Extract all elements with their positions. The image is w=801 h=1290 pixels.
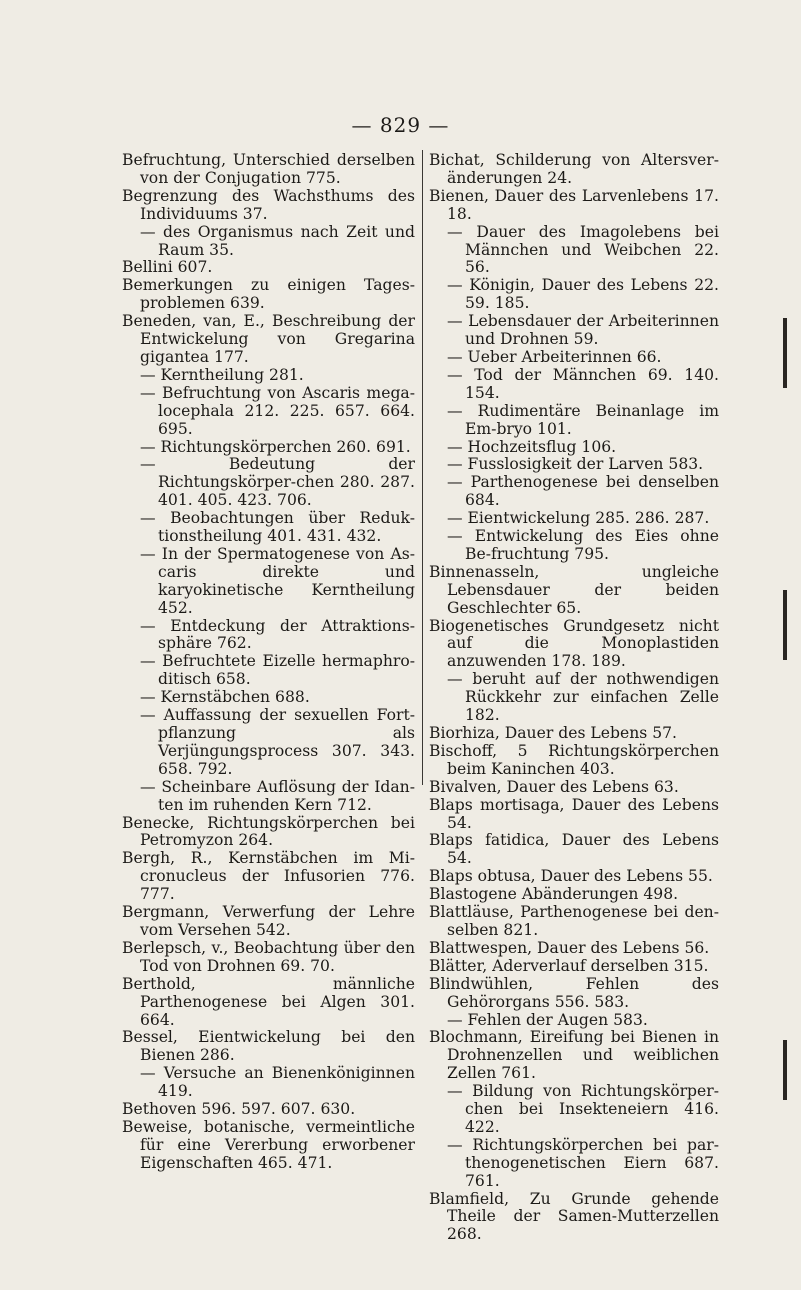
index-subentry: — Fusslosigkeit der Larven 583. bbox=[447, 455, 704, 474]
index-subentry: — In der Spermatogenese von As-caris direkte und karyokinetische Kerntheilung 452. bbox=[140, 544, 415, 617]
index-entry: Benecke, Richtungskörperchen bei Petromyzon 264. bbox=[122, 813, 415, 850]
index-subentry: — Fehlen der Augen 583. bbox=[447, 1010, 648, 1029]
index-entry: Blochmann, Eireifung bei Bienen in Drohnenzellen und weiblichen Zellen 761. bbox=[429, 1028, 719, 1083]
index-subentry: — Entwickelung des Eies ohne Be-fruchtung 795. bbox=[447, 527, 719, 563]
index-subentry: — Beobachtungen über Reduk-tionstheilung 401. 431. 432. bbox=[140, 509, 415, 546]
index-subentry: — Eientwickelung 285. 286. 287. bbox=[447, 509, 710, 528]
index-subentry: — Auffassung der sexuellen Fort-pflanzung als Verjüngungsprocess 307. 343. 658. 792. bbox=[140, 706, 415, 778]
index-column-left bbox=[122, 152, 415, 1173]
page-number: — 829 — bbox=[351, 113, 450, 137]
index-subentry: — Kernstäbchen 688. bbox=[140, 688, 310, 707]
index-subentry: — des Organismus nach Zeit und Raum 35. bbox=[140, 222, 415, 259]
index-entry: Bergh, R., Kernstäbchen im Mi-cronucleus der Infusorien 776. 777. bbox=[122, 849, 415, 904]
index-entry: Begrenzung des Wachsthums des Individuums 37. bbox=[122, 186, 415, 223]
index-entry: Blätter, Aderverlauf derselben 315. bbox=[429, 956, 709, 975]
index-entry: Blattläuse, Parthenogenese bei den-selben 821. bbox=[429, 903, 719, 939]
index-entry: Biogenetisches Grundgesetz nicht auf die Monoplastiden anzuwenden 178. 189. bbox=[429, 616, 719, 671]
index-entry: Blaps obtusa, Dauer des Lebens 55. bbox=[429, 867, 713, 886]
index-subentry: — Versuche an Bienenköniginnen 419. bbox=[140, 1064, 415, 1101]
index-subentry: — Befruchtete Eizelle hermaphro-ditisch 658. bbox=[140, 652, 415, 689]
index-entry: Blaps mortisaga, Dauer des Lebens 54. bbox=[429, 795, 719, 832]
index-entry: Bemerkungen zu einigen Tages-problemen 639. bbox=[122, 276, 415, 313]
index-subentry: — Scheinbare Auflösung der Idan-ten im ruhenden Kern 712. bbox=[140, 777, 415, 814]
index-entry: Binnenasseln, ungleiche Lebensdauer der beiden Geschlechter 65. bbox=[429, 562, 719, 617]
index-entry: Blastogene Abänderungen 498. bbox=[429, 885, 679, 904]
index-subentry: — Rudimentäre Beinanlage im Em-bryo 101. bbox=[447, 401, 719, 438]
index-entry: Bischoff, 5 Richtungskörperchen beim Kaninchen 403. bbox=[429, 741, 719, 778]
index-subentry: — Bedeutung der Richtungskörper-chen 280. 287. 401. 405. 423. 706. bbox=[140, 455, 415, 510]
index-entry: Bellini 607. bbox=[122, 258, 213, 277]
index-entry: Bienen, Dauer des Larvenlebens 17. 18. bbox=[429, 186, 719, 223]
index-entry: Berlepsch, v., Beobachtung über den Tod von Drohnen 69. 70. bbox=[122, 938, 415, 975]
index-entry: Bichat, Schilderung von Altersver-änderungen 24. bbox=[429, 151, 719, 187]
index-subentry: — Ueber Arbeiterinnen 66. bbox=[447, 347, 662, 366]
binding-edge-mark bbox=[783, 1040, 787, 1100]
index-entry: Beneden, van, E., Beschreibung der Entwickelung von Gregarina gigantea 177. bbox=[122, 312, 415, 366]
index-subentry: — Kerntheilung 281. bbox=[140, 365, 304, 384]
index-subentry: — Entdeckung der Attraktions-sphäre 762. bbox=[140, 616, 415, 653]
index-entry: Blattwespen, Dauer des Lebens 56. bbox=[429, 938, 710, 957]
index-entry: Berthold, männliche Parthenogenese bei Algen 301. 664. bbox=[122, 974, 415, 1029]
index-entry: Blindwühlen, Fehlen des Gehörorgans 556. 583. bbox=[429, 974, 719, 1011]
index-entry: Blamfield, Zu Grunde gehende Theile der Samen-Mutterzellen 268. bbox=[429, 1189, 719, 1244]
column-divider bbox=[422, 150, 423, 785]
index-entry: Beweise, botanische, vermeintliche für eine Vererbung erworbener Eigenschaften 465. 471. bbox=[122, 1117, 415, 1172]
index-subentry: — Lebensdauer der Arbeiterinnen und Drohnen 59. bbox=[447, 312, 719, 349]
index-entry: Bessel, Eientwickelung bei den Bienen 286. bbox=[122, 1028, 415, 1065]
index-subentry: — Befruchtung von Ascaris mega-locephala 212. 225. 657. 664. 695. bbox=[140, 383, 415, 438]
index-subentry: — Richtungskörperchen bei par-thenogenetischen Eiern 687. 761. bbox=[447, 1135, 719, 1190]
index-subentry: — Parthenogenese bei denselben 684. bbox=[447, 473, 719, 510]
index-subentry: — Königin, Dauer des Lebens 22. 59. 185. bbox=[447, 276, 719, 313]
index-subentry: — Hochzeitsflug 106. bbox=[447, 437, 617, 456]
index-subentry: — Tod der Männchen 69. 140. 154. bbox=[447, 365, 719, 402]
index-entry: Blaps fatidica, Dauer des Lebens 54. bbox=[429, 831, 719, 868]
index-entry: Befruchtung, Unterschied derselben von der Conjugation 775. bbox=[122, 151, 415, 187]
binding-edge-mark bbox=[783, 590, 787, 660]
index-entry: Bivalven, Dauer des Lebens 63. bbox=[429, 777, 679, 796]
index-entry: Bethoven 596. 597. 607. 630. bbox=[122, 1100, 356, 1119]
index-subentry: — Bildung von Richtungskörper-chen bei Insekteneiern 416. 422. bbox=[447, 1082, 719, 1136]
index-entry: Biorhiza, Dauer des Lebens 57. bbox=[429, 724, 677, 742]
index-subentry: — beruht auf der nothwendigen Rückkehr zur einfachen Zelle 182. bbox=[447, 670, 719, 725]
index-column-right bbox=[429, 152, 719, 1244]
index-entry: Bergmann, Verwerfung der Lehre vom Versehen 542. bbox=[122, 903, 415, 939]
index-subentry: — Richtungskörperchen 260. 691. bbox=[140, 437, 411, 456]
index-subentry: — Dauer des Imagolebens bei Männchen und Weibchen 22. 56. bbox=[447, 222, 719, 277]
binding-edge-mark bbox=[783, 318, 787, 388]
